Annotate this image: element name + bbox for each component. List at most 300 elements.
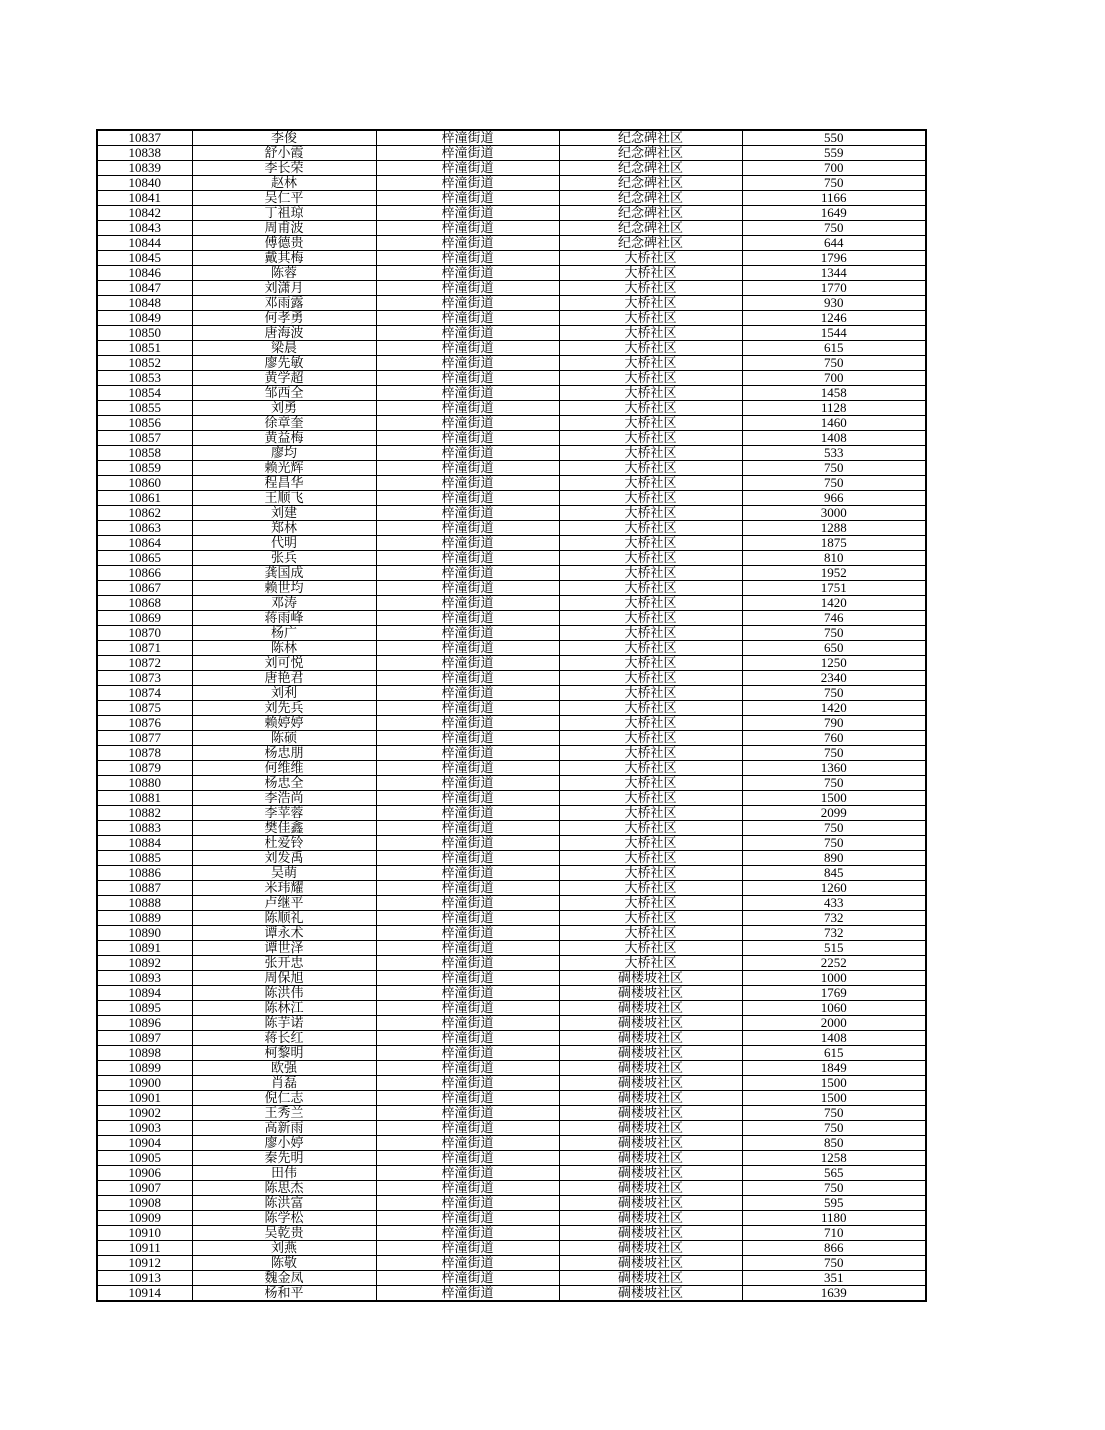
community-cell: 纪念碑社区 — [559, 206, 742, 221]
subdistrict-cell: 梓潼街道 — [376, 176, 559, 191]
name-cell: 杨忠全 — [192, 776, 376, 791]
subdistrict-cell: 梓潼街道 — [376, 1061, 559, 1076]
name-cell: 卢继平 — [192, 896, 376, 911]
subdistrict-cell: 梓潼街道 — [376, 656, 559, 671]
community-cell: 大桥社区 — [559, 536, 742, 551]
community-cell: 大桥社区 — [559, 821, 742, 836]
name-cell: 樊佳鑫 — [192, 821, 376, 836]
row-id-cell: 10900 — [97, 1076, 192, 1091]
amount-cell: 1250 — [742, 656, 926, 671]
amount-cell: 1500 — [742, 1091, 926, 1106]
name-cell: 周甫波 — [192, 221, 376, 236]
subdistrict-cell: 梓潼街道 — [376, 536, 559, 551]
subdistrict-cell: 梓潼街道 — [376, 476, 559, 491]
amount-cell: 550 — [742, 130, 926, 146]
row-id-cell: 10898 — [97, 1046, 192, 1061]
table-row — [97, 1001, 926, 1016]
table-row — [97, 491, 926, 506]
row-id-cell: 10883 — [97, 821, 192, 836]
amount-cell: 1500 — [742, 791, 926, 806]
subdistrict-cell: 梓潼街道 — [376, 881, 559, 896]
community-cell: 大桥社区 — [559, 356, 742, 371]
row-id-cell: 10878 — [97, 746, 192, 761]
row-id-cell: 10877 — [97, 731, 192, 746]
table-row — [97, 956, 926, 971]
row-id-cell: 10902 — [97, 1106, 192, 1121]
amount-cell: 1360 — [742, 761, 926, 776]
row-id-cell: 10905 — [97, 1151, 192, 1166]
community-cell: 大桥社区 — [559, 566, 742, 581]
name-cell: 陈芋诺 — [192, 1016, 376, 1031]
row-id-cell: 10887 — [97, 881, 192, 896]
table-row — [97, 311, 926, 326]
table-row — [97, 611, 926, 626]
table-row — [97, 566, 926, 581]
name-cell: 徐章奎 — [192, 416, 376, 431]
name-cell: 郑林 — [192, 521, 376, 536]
subdistrict-cell: 梓潼街道 — [376, 686, 559, 701]
row-id-cell: 10869 — [97, 611, 192, 626]
community-cell: 大桥社区 — [559, 776, 742, 791]
subdistrict-cell: 梓潼街道 — [376, 626, 559, 641]
community-cell: 碉楼坡社区 — [559, 1106, 742, 1121]
subdistrict-cell: 梓潼街道 — [376, 1151, 559, 1166]
row-id-cell: 10855 — [97, 401, 192, 416]
subdistrict-cell: 梓潼街道 — [376, 1016, 559, 1031]
table-row — [97, 386, 926, 401]
table-row — [97, 1241, 926, 1256]
community-cell: 大桥社区 — [559, 731, 742, 746]
subdistrict-cell: 梓潼街道 — [376, 581, 559, 596]
community-cell: 大桥社区 — [559, 401, 742, 416]
community-cell: 大桥社区 — [559, 626, 742, 641]
table-row — [97, 626, 926, 641]
amount-cell: 1796 — [742, 251, 926, 266]
table-row — [97, 836, 926, 851]
row-id-cell: 10874 — [97, 686, 192, 701]
amount-cell: 595 — [742, 1196, 926, 1211]
community-cell: 碉楼坡社区 — [559, 1046, 742, 1061]
table-row — [97, 791, 926, 806]
community-cell: 纪念碑社区 — [559, 191, 742, 206]
community-cell: 碉楼坡社区 — [559, 1181, 742, 1196]
subdistrict-cell: 梓潼街道 — [376, 986, 559, 1001]
amount-cell: 750 — [742, 476, 926, 491]
amount-cell: 1420 — [742, 701, 926, 716]
table-row — [97, 1091, 926, 1106]
name-cell: 柯黎明 — [192, 1046, 376, 1061]
name-cell: 吴乾贵 — [192, 1226, 376, 1241]
name-cell: 肖磊 — [192, 1076, 376, 1091]
row-id-cell: 10894 — [97, 986, 192, 1001]
amount-cell: 3000 — [742, 506, 926, 521]
community-cell: 大桥社区 — [559, 866, 742, 881]
row-id-cell: 10897 — [97, 1031, 192, 1046]
name-cell: 陈洪富 — [192, 1196, 376, 1211]
row-id-cell: 10884 — [97, 836, 192, 851]
community-cell: 大桥社区 — [559, 581, 742, 596]
row-id-cell: 10870 — [97, 626, 192, 641]
subdistrict-cell: 梓潼街道 — [376, 386, 559, 401]
table-row — [97, 941, 926, 956]
subdistrict-cell: 梓潼街道 — [376, 776, 559, 791]
subdistrict-cell: 梓潼街道 — [376, 191, 559, 206]
row-id-cell: 10892 — [97, 956, 192, 971]
subdistrict-cell: 梓潼街道 — [376, 761, 559, 776]
row-id-cell: 10879 — [97, 761, 192, 776]
subdistrict-cell: 梓潼街道 — [376, 731, 559, 746]
subdistrict-cell: 梓潼街道 — [376, 806, 559, 821]
subdistrict-cell: 梓潼街道 — [376, 461, 559, 476]
amount-cell: 750 — [742, 626, 926, 641]
amount-cell: 615 — [742, 1046, 926, 1061]
community-cell: 大桥社区 — [559, 386, 742, 401]
amount-cell: 559 — [742, 146, 926, 161]
community-cell: 大桥社区 — [559, 416, 742, 431]
amount-cell: 1458 — [742, 386, 926, 401]
amount-cell: 1544 — [742, 326, 926, 341]
subdistrict-cell: 梓潼街道 — [376, 221, 559, 236]
name-cell: 丁祖琼 — [192, 206, 376, 221]
table-row — [97, 926, 926, 941]
community-cell: 碉楼坡社区 — [559, 1061, 742, 1076]
row-id-cell: 10899 — [97, 1061, 192, 1076]
amount-cell: 750 — [742, 461, 926, 476]
row-id-cell: 10875 — [97, 701, 192, 716]
table-row — [97, 161, 926, 176]
amount-cell: 750 — [742, 686, 926, 701]
community-cell: 碉楼坡社区 — [559, 1211, 742, 1226]
table-row — [97, 446, 926, 461]
amount-cell: 750 — [742, 1106, 926, 1121]
amount-cell: 966 — [742, 491, 926, 506]
community-cell: 大桥社区 — [559, 311, 742, 326]
name-cell: 吴仁平 — [192, 191, 376, 206]
table-row — [97, 401, 926, 416]
subdistrict-cell: 梓潼街道 — [376, 266, 559, 281]
subdistrict-cell: 梓潼街道 — [376, 416, 559, 431]
name-cell: 陈顺礼 — [192, 911, 376, 926]
row-id-cell: 10856 — [97, 416, 192, 431]
community-cell: 大桥社区 — [559, 791, 742, 806]
table-row — [97, 641, 926, 656]
row-id-cell: 10911 — [97, 1241, 192, 1256]
community-cell: 大桥社区 — [559, 671, 742, 686]
table-row — [97, 1031, 926, 1046]
table-row — [97, 1136, 926, 1151]
subdistrict-cell: 梓潼街道 — [376, 641, 559, 656]
table-row — [97, 971, 926, 986]
subdistrict-cell: 梓潼街道 — [376, 896, 559, 911]
subdistrict-cell: 梓潼街道 — [376, 356, 559, 371]
amount-cell: 732 — [742, 926, 926, 941]
amount-cell: 1288 — [742, 521, 926, 536]
amount-cell: 890 — [742, 851, 926, 866]
table-row — [97, 476, 926, 491]
data-table — [96, 129, 927, 1302]
name-cell: 陈林 — [192, 641, 376, 656]
subdistrict-cell: 梓潼街道 — [376, 371, 559, 386]
name-cell: 陈洪伟 — [192, 986, 376, 1001]
community-cell: 大桥社区 — [559, 476, 742, 491]
name-cell: 米玮耀 — [192, 881, 376, 896]
row-id-cell: 10867 — [97, 581, 192, 596]
table-row — [97, 731, 926, 746]
community-cell: 碉楼坡社区 — [559, 1196, 742, 1211]
row-id-cell: 10871 — [97, 641, 192, 656]
table-row — [97, 866, 926, 881]
community-cell: 大桥社区 — [559, 461, 742, 476]
name-cell: 蒋雨峰 — [192, 611, 376, 626]
row-id-cell: 10859 — [97, 461, 192, 476]
amount-cell: 750 — [742, 821, 926, 836]
table-row — [97, 191, 926, 206]
community-cell: 大桥社区 — [559, 746, 742, 761]
row-id-cell: 10843 — [97, 221, 192, 236]
subdistrict-cell: 梓潼街道 — [376, 1226, 559, 1241]
amount-cell: 351 — [742, 1271, 926, 1286]
amount-cell: 1344 — [742, 266, 926, 281]
subdistrict-cell: 梓潼街道 — [376, 1181, 559, 1196]
name-cell: 赖世均 — [192, 581, 376, 596]
name-cell: 刘燕 — [192, 1241, 376, 1256]
community-cell: 大桥社区 — [559, 281, 742, 296]
table-row — [97, 716, 926, 731]
row-id-cell: 10846 — [97, 266, 192, 281]
table-row — [97, 1076, 926, 1091]
row-id-cell: 10873 — [97, 671, 192, 686]
table-row — [97, 506, 926, 521]
amount-cell: 1875 — [742, 536, 926, 551]
table-row — [97, 221, 926, 236]
table-row — [97, 1106, 926, 1121]
subdistrict-cell: 梓潼街道 — [376, 146, 559, 161]
subdistrict-cell: 梓潼街道 — [376, 971, 559, 986]
row-id-cell: 10908 — [97, 1196, 192, 1211]
name-cell: 代明 — [192, 536, 376, 551]
row-id-cell: 10863 — [97, 521, 192, 536]
name-cell: 陈蓉 — [192, 266, 376, 281]
amount-cell: 866 — [742, 1241, 926, 1256]
name-cell: 杨广 — [192, 626, 376, 641]
row-id-cell: 10853 — [97, 371, 192, 386]
community-cell: 大桥社区 — [559, 296, 742, 311]
community-cell: 碉楼坡社区 — [559, 1226, 742, 1241]
community-cell: 碉楼坡社区 — [559, 971, 742, 986]
amount-cell: 1460 — [742, 416, 926, 431]
amount-cell: 1952 — [742, 566, 926, 581]
table-row — [97, 671, 926, 686]
table-row — [97, 431, 926, 446]
subdistrict-cell: 梓潼街道 — [376, 1196, 559, 1211]
table-row — [97, 1016, 926, 1031]
name-cell: 唐海波 — [192, 326, 376, 341]
amount-cell: 1751 — [742, 581, 926, 596]
amount-cell: 615 — [742, 341, 926, 356]
subdistrict-cell: 梓潼街道 — [376, 1256, 559, 1271]
row-id-cell: 10845 — [97, 251, 192, 266]
community-cell: 大桥社区 — [559, 371, 742, 386]
community-cell: 碉楼坡社区 — [559, 1091, 742, 1106]
subdistrict-cell: 梓潼街道 — [376, 206, 559, 221]
row-id-cell: 10844 — [97, 236, 192, 251]
community-cell: 碉楼坡社区 — [559, 1121, 742, 1136]
table-row — [97, 266, 926, 281]
amount-cell: 1500 — [742, 1076, 926, 1091]
amount-cell: 1420 — [742, 596, 926, 611]
name-cell: 杜爱铃 — [192, 836, 376, 851]
subdistrict-cell: 梓潼街道 — [376, 821, 559, 836]
table-row — [97, 746, 926, 761]
row-id-cell: 10842 — [97, 206, 192, 221]
table-row — [97, 521, 926, 536]
community-cell: 大桥社区 — [559, 446, 742, 461]
community-cell: 大桥社区 — [559, 881, 742, 896]
row-id-cell: 10850 — [97, 326, 192, 341]
table-row — [97, 1226, 926, 1241]
row-id-cell: 10896 — [97, 1016, 192, 1031]
name-cell: 高新雨 — [192, 1121, 376, 1136]
amount-cell: 750 — [742, 1256, 926, 1271]
name-cell: 邓雨露 — [192, 296, 376, 311]
subdistrict-cell: 梓潼街道 — [376, 1271, 559, 1286]
amount-cell: 433 — [742, 896, 926, 911]
name-cell: 陈硕 — [192, 731, 376, 746]
table-row — [97, 1211, 926, 1226]
name-cell: 王顺飞 — [192, 491, 376, 506]
amount-cell: 515 — [742, 941, 926, 956]
row-id-cell: 10888 — [97, 896, 192, 911]
subdistrict-cell: 梓潼街道 — [376, 236, 559, 251]
table-row — [97, 851, 926, 866]
row-id-cell: 10847 — [97, 281, 192, 296]
community-cell: 纪念碑社区 — [559, 161, 742, 176]
name-cell: 何维维 — [192, 761, 376, 776]
subdistrict-cell: 梓潼街道 — [376, 130, 559, 146]
name-cell: 杨和平 — [192, 1286, 376, 1302]
community-cell: 纪念碑社区 — [559, 221, 742, 236]
community-cell: 大桥社区 — [559, 341, 742, 356]
name-cell: 廖小婷 — [192, 1136, 376, 1151]
amount-cell: 533 — [742, 446, 926, 461]
row-id-cell: 10838 — [97, 146, 192, 161]
community-cell: 大桥社区 — [559, 806, 742, 821]
table-row — [97, 581, 926, 596]
table-row — [97, 1196, 926, 1211]
amount-cell: 750 — [742, 836, 926, 851]
subdistrict-cell: 梓潼街道 — [376, 281, 559, 296]
table-row — [97, 1151, 926, 1166]
community-cell: 大桥社区 — [559, 641, 742, 656]
amount-cell: 1649 — [742, 206, 926, 221]
row-id-cell: 10876 — [97, 716, 192, 731]
amount-cell: 790 — [742, 716, 926, 731]
subdistrict-cell: 梓潼街道 — [376, 1001, 559, 1016]
name-cell: 吴萌 — [192, 866, 376, 881]
subdistrict-cell: 梓潼街道 — [376, 1076, 559, 1091]
table-row — [97, 761, 926, 776]
table-row — [97, 1166, 926, 1181]
subdistrict-cell: 梓潼街道 — [376, 401, 559, 416]
row-id-cell: 10914 — [97, 1286, 192, 1302]
table-row — [97, 341, 926, 356]
table-row — [97, 536, 926, 551]
amount-cell: 1060 — [742, 1001, 926, 1016]
community-cell: 碉楼坡社区 — [559, 1001, 742, 1016]
community-cell: 大桥社区 — [559, 911, 742, 926]
community-cell: 大桥社区 — [559, 551, 742, 566]
amount-cell: 1770 — [742, 281, 926, 296]
subdistrict-cell: 梓潼街道 — [376, 1211, 559, 1226]
community-cell: 纪念碑社区 — [559, 130, 742, 146]
subdistrict-cell: 梓潼街道 — [376, 506, 559, 521]
subdistrict-cell: 梓潼街道 — [376, 611, 559, 626]
amount-cell: 750 — [742, 746, 926, 761]
subdistrict-cell: 梓潼街道 — [376, 596, 559, 611]
row-id-cell: 10903 — [97, 1121, 192, 1136]
name-cell: 陈林江 — [192, 1001, 376, 1016]
table-row — [97, 1256, 926, 1271]
name-cell: 黄学超 — [192, 371, 376, 386]
community-cell: 碉楼坡社区 — [559, 1031, 742, 1046]
subdistrict-cell: 梓潼街道 — [376, 521, 559, 536]
subdistrict-cell: 梓潼街道 — [376, 566, 559, 581]
name-cell: 谭世泽 — [192, 941, 376, 956]
community-cell: 大桥社区 — [559, 611, 742, 626]
row-id-cell: 10851 — [97, 341, 192, 356]
community-cell: 碉楼坡社区 — [559, 1256, 742, 1271]
table-row — [97, 461, 926, 476]
table-row — [97, 1271, 926, 1286]
table-row — [97, 596, 926, 611]
row-id-cell: 10906 — [97, 1166, 192, 1181]
community-cell: 碉楼坡社区 — [559, 1286, 742, 1302]
row-id-cell: 10848 — [97, 296, 192, 311]
row-id-cell: 10907 — [97, 1181, 192, 1196]
community-cell: 大桥社区 — [559, 701, 742, 716]
subdistrict-cell: 梓潼街道 — [376, 251, 559, 266]
row-id-cell: 10864 — [97, 536, 192, 551]
table-row — [97, 776, 926, 791]
row-id-cell: 10872 — [97, 656, 192, 671]
community-cell: 碉楼坡社区 — [559, 1241, 742, 1256]
subdistrict-cell: 梓潼街道 — [376, 851, 559, 866]
subdistrict-cell: 梓潼街道 — [376, 701, 559, 716]
name-cell: 邓涛 — [192, 596, 376, 611]
community-cell: 碉楼坡社区 — [559, 1151, 742, 1166]
row-id-cell: 10866 — [97, 566, 192, 581]
subdistrict-cell: 梓潼街道 — [376, 1091, 559, 1106]
row-id-cell: 10882 — [97, 806, 192, 821]
row-id-cell: 10839 — [97, 161, 192, 176]
amount-cell: 650 — [742, 641, 926, 656]
row-id-cell: 10890 — [97, 926, 192, 941]
community-cell: 碉楼坡社区 — [559, 1136, 742, 1151]
amount-cell: 2099 — [742, 806, 926, 821]
row-id-cell: 10857 — [97, 431, 192, 446]
community-cell: 碉楼坡社区 — [559, 1271, 742, 1286]
table-row — [97, 896, 926, 911]
name-cell: 欧强 — [192, 1061, 376, 1076]
row-id-cell: 10885 — [97, 851, 192, 866]
name-cell: 何孝勇 — [192, 311, 376, 326]
amount-cell: 930 — [742, 296, 926, 311]
subdistrict-cell: 梓潼街道 — [376, 956, 559, 971]
amount-cell: 845 — [742, 866, 926, 881]
name-cell: 魏金凤 — [192, 1271, 376, 1286]
table-row — [97, 986, 926, 1001]
amount-cell: 750 — [742, 776, 926, 791]
